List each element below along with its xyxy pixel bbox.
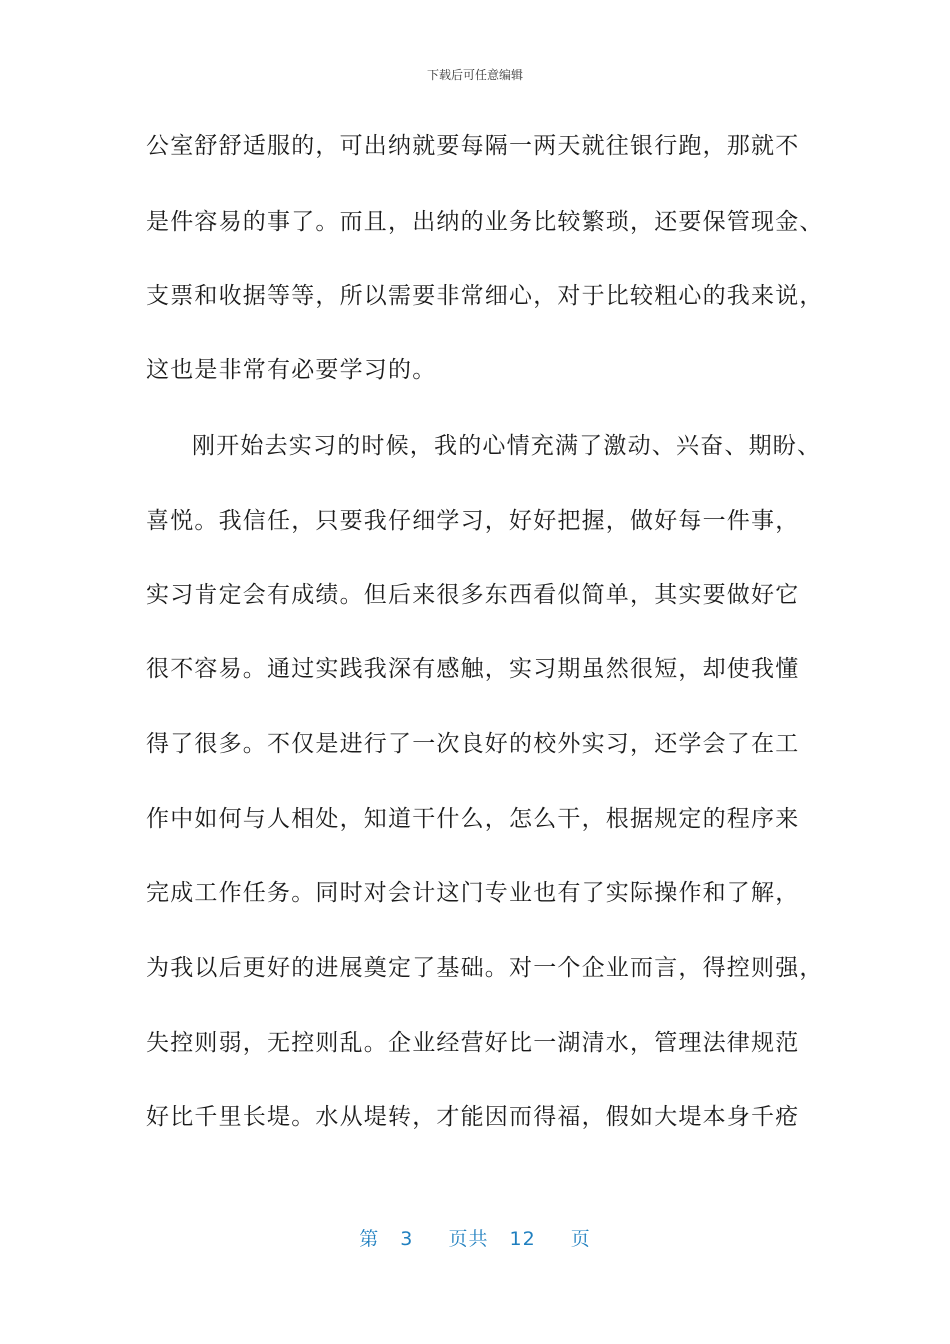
page-suffix: 页 — [570, 1228, 591, 1250]
text-line: 是件容易的事了。而且，出纳的业务比较繁琐，还要保管现金、 — [146, 209, 824, 235]
current-page-number: 3 — [400, 1228, 414, 1250]
text-line: 作中如何与人相处，知道干什么，怎么干，根据规定的程序来 — [146, 806, 800, 832]
text-line: 得了很多。不仅是进行了一次良好的校外实习，还学会了在工 — [146, 731, 800, 757]
text-line: 失控则弱，无控则乱。企业经营好比一湖清水，管理法律规范 — [146, 1030, 800, 1056]
text-line: 完成工作任务。同时对会计这门专业也有了实际操作和了解， — [146, 880, 800, 906]
text-line: 支票和收据等等，所以需要非常细心，对于比较粗心的我来说， — [146, 283, 824, 309]
text-line: 公室舒舒适服的，可出纳就要每隔一两天就往银行跑，那就不 — [146, 133, 800, 159]
page-header-note: 下载后可任意编辑 — [426, 68, 523, 82]
paragraph-first-line: 刚开始去实习的时候，我的心情充满了激动、兴奋、期盼、 — [192, 433, 822, 459]
text-line: 为我以后更好的进展奠定了基础。对一个企业而言，得控则强， — [146, 955, 824, 981]
page-mid-label: 页共 — [448, 1228, 489, 1250]
page-prefix: 第 — [359, 1228, 380, 1250]
text-line: 实习肯定会有成绩。但后来很多东西看似简单，其实要做好它 — [146, 582, 800, 608]
text-line: 好比千里长堤。水从堤转，才能因而得福，假如大堤本身千疮 — [146, 1104, 800, 1130]
total-pages-number: 12 — [509, 1228, 536, 1250]
page-number-footer — [0, 1224, 950, 1251]
text-line: 很不容易。通过实践我深有感触，实习期虽然很短，却使我懂 — [146, 656, 800, 682]
text-line: 这也是非常有必要学习的。 — [146, 357, 437, 383]
text-line: 喜悦。我信任，只要我仔细学习，好好把握，做好每一件事， — [146, 508, 800, 534]
